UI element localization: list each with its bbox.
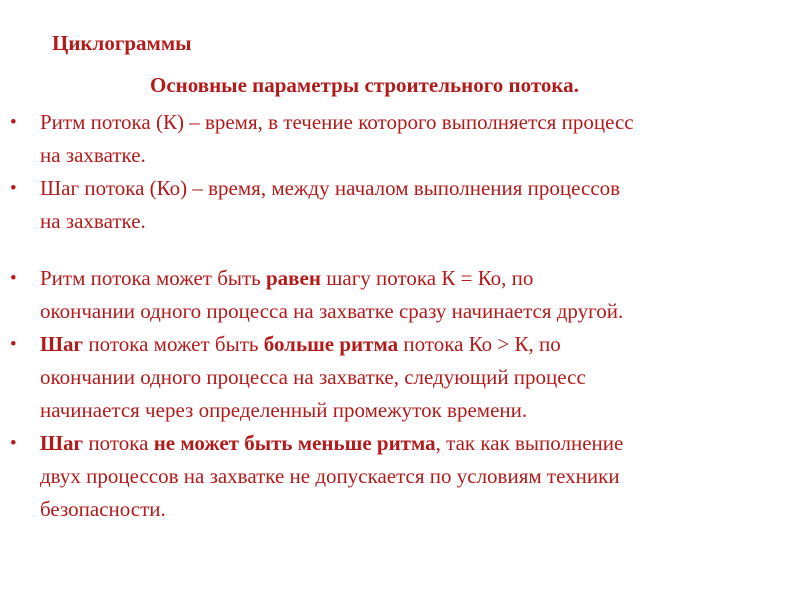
emphasis-text: больше ритма	[263, 332, 399, 356]
bullet-text: потока Ко > К, по	[398, 332, 561, 356]
bullet-text: на захватке.	[40, 143, 146, 167]
bullet-line	[40, 262, 790, 295]
bullet-item	[0, 328, 790, 427]
bullet-text: потока	[83, 431, 154, 455]
bullet-item	[0, 427, 790, 526]
bullet-line	[40, 460, 790, 493]
bullet-line	[40, 361, 790, 394]
emphasis-text: Шаг	[40, 431, 84, 455]
bullet-line	[40, 205, 790, 238]
bullet-line	[40, 328, 790, 361]
slide-subtitle: Основные параметры строительного потока.	[150, 73, 579, 97]
bullet-dot-icon: •	[10, 334, 17, 355]
bullet-dot-icon: •	[10, 178, 17, 199]
bullet-text: Ритм потока (К) – время, в течение которого выполняется процесс	[40, 110, 634, 134]
bullet-text: , так как выполнение	[435, 431, 624, 455]
bullet-text: безопасности.	[40, 497, 166, 521]
emphasis-text: равен	[266, 266, 321, 290]
bullet-text: потока может быть	[83, 332, 264, 356]
bullet-line	[40, 295, 790, 328]
bullet-line	[40, 172, 790, 205]
bullet-text: Шаг потока (Ко) – время, между началом выполнения процессов	[40, 176, 621, 200]
bullet-item	[0, 172, 790, 238]
bullet-text: шагу потока К = Ко, по	[320, 266, 534, 290]
bullet-line	[40, 394, 790, 427]
slide-title: Циклограммы	[52, 31, 192, 55]
bullet-dot-icon: •	[10, 112, 17, 133]
emphasis-text: не может быть меньше ритма	[153, 431, 436, 455]
bullet-dot-icon: •	[10, 433, 17, 454]
bullet-text: двух процессов на захватке не допускается по условиям техники	[40, 464, 620, 488]
bullet-line	[40, 427, 790, 460]
bullet-list	[0, 106, 790, 526]
bullet-text: окончании одного процесса на захватке, следующий процесс	[40, 365, 586, 389]
bullet-text: начинается через определенный промежуток времени.	[40, 398, 528, 422]
bullet-text: Ритм потока может быть	[40, 266, 266, 290]
bullet-item	[0, 106, 790, 172]
bullet-text: окончании одного процесса на захватке сразу начинается другой.	[40, 299, 624, 323]
emphasis-text: Шаг	[40, 332, 84, 356]
bullet-line	[40, 139, 790, 172]
bullet-text: на захватке.	[40, 209, 146, 233]
bullet-dot-icon: •	[10, 268, 17, 289]
bullet-item	[0, 262, 790, 328]
bullet-line	[40, 493, 790, 526]
bullet-line	[40, 106, 790, 139]
